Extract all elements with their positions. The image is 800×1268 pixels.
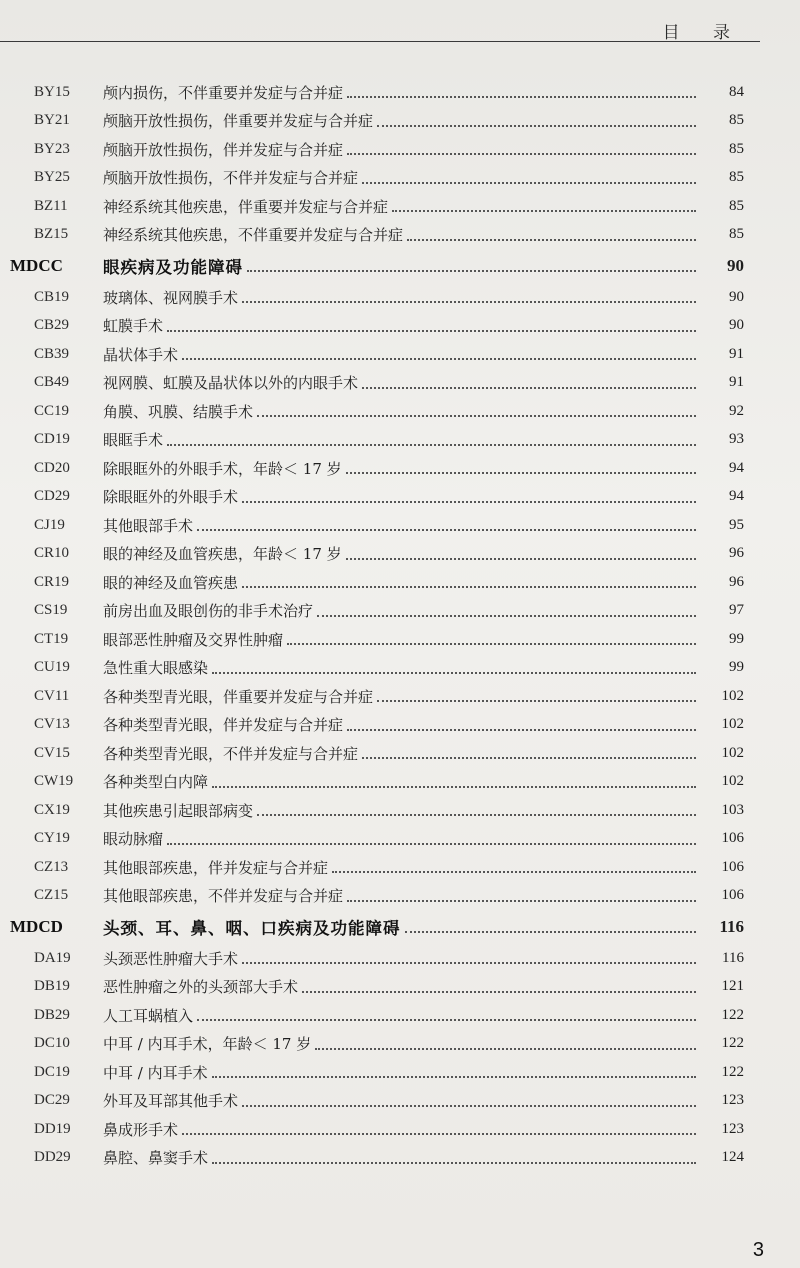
toc-entry-row <box>0 369 800 398</box>
entry-code: CZ13 <box>34 858 69 875</box>
dot-leader <box>347 900 696 902</box>
entry-code: CV13 <box>34 716 70 733</box>
entry-title: 其他疾患引起眼部病变 <box>103 801 254 820</box>
entry-page-number: 90 <box>729 317 744 334</box>
entry-title-wrap <box>103 315 702 336</box>
entry-page-number: 85 <box>729 169 744 186</box>
entry-title-wrap <box>103 885 702 906</box>
entry-code: MDCC <box>10 256 63 275</box>
entry-title: 恶性肿瘤之外的头颈部大手术 <box>103 978 299 997</box>
dot-leader <box>317 615 696 617</box>
toc-entry-row <box>0 340 800 369</box>
dot-leader <box>247 270 696 272</box>
toc-entry-row <box>0 973 800 1002</box>
entry-page-number: 116 <box>719 917 744 936</box>
dot-leader <box>287 643 696 645</box>
entry-code: CX19 <box>34 801 70 818</box>
dot-leader <box>347 96 696 98</box>
entry-page-number: 90 <box>729 288 744 305</box>
dot-leader <box>182 358 696 360</box>
toc-entry-row <box>0 1058 800 1087</box>
entry-code: CT19 <box>34 630 69 647</box>
entry-title: 视网膜、虹膜及晶状体以外的内眼手术 <box>103 374 359 393</box>
entry-page-number: 94 <box>729 459 744 476</box>
dot-leader <box>242 501 696 503</box>
entry-title-wrap <box>103 1033 702 1054</box>
entry-title: 前房出血及眼创伤的非手术治疗 <box>103 602 314 621</box>
entry-title: 神经系统其他疾患，伴重要并发症与合并症 <box>103 197 389 216</box>
entry-code: BZ15 <box>34 226 69 243</box>
toc-entry-row <box>0 739 800 768</box>
dot-leader <box>257 814 696 816</box>
toc-entry-row <box>0 1001 800 1030</box>
dot-leader <box>315 1048 696 1050</box>
dot-leader <box>377 700 696 702</box>
entry-title: 各种类型白内障 <box>103 773 209 792</box>
entry-code: CV11 <box>34 687 70 704</box>
dot-leader <box>362 182 696 184</box>
entry-code: CB49 <box>34 374 70 391</box>
entry-title-wrap <box>103 771 702 792</box>
entry-title: 神经系统其他疾患，不伴重要并发症与合并症 <box>103 226 404 245</box>
entry-title-wrap <box>103 1119 702 1140</box>
entry-title: 颅脑开放性损伤，伴并发症与合并症 <box>103 140 344 159</box>
entry-title-wrap <box>103 714 702 735</box>
header-rule <box>0 41 760 42</box>
entry-page-number: 102 <box>721 773 744 790</box>
entry-title-wrap <box>103 1147 702 1168</box>
entry-page-number: 85 <box>729 140 744 157</box>
entry-title-wrap <box>103 372 702 393</box>
entry-page-number: 99 <box>729 659 744 676</box>
toc-entry-row <box>0 568 800 597</box>
entry-title: 其他眼部疾患，不伴并发症与合并症 <box>103 887 344 906</box>
entry-title: 颅脑开放性损伤，不伴并发症与合并症 <box>103 169 359 188</box>
entry-title-wrap <box>103 429 702 450</box>
entry-page-number: 122 <box>721 1035 744 1052</box>
entry-page-number: 102 <box>721 744 744 761</box>
dot-leader <box>167 444 696 446</box>
entry-page-number: 121 <box>721 978 744 995</box>
toc-entry-row <box>0 397 800 426</box>
entry-page-number: 123 <box>721 1120 744 1137</box>
entry-title: 外耳及耳部其他手术 <box>103 1092 239 1111</box>
entry-title-wrap <box>103 1062 702 1083</box>
entry-page-number: 92 <box>729 402 744 419</box>
dot-leader <box>302 991 696 993</box>
entry-title-wrap <box>103 915 702 939</box>
entry-page-number: 85 <box>729 226 744 243</box>
toc-entry-row <box>0 625 800 654</box>
entry-title-wrap <box>103 110 702 131</box>
entry-title: 鼻成形手术 <box>103 1120 179 1139</box>
entry-code: CB29 <box>34 317 70 334</box>
toc-entry-row <box>0 597 800 626</box>
toc-entry-row <box>0 192 800 221</box>
entry-code: CU19 <box>34 659 70 676</box>
toc-entry-row <box>0 853 800 882</box>
toc-entry-row <box>0 107 800 136</box>
toc-entry-row <box>0 682 800 711</box>
toc-entry-row <box>0 654 800 683</box>
entry-code: BY15 <box>34 83 70 100</box>
dot-leader <box>362 757 696 759</box>
toc-entry-row <box>0 1030 800 1059</box>
entry-page-number: 116 <box>722 949 744 966</box>
entry-code: CD20 <box>34 459 70 476</box>
dot-leader <box>347 153 696 155</box>
dot-leader <box>377 125 696 127</box>
toc-entry-row <box>0 1144 800 1173</box>
toc-entry-row <box>0 825 800 854</box>
toc-entry-row <box>0 511 800 540</box>
entry-page-number: 123 <box>721 1092 744 1109</box>
entry-code: CB39 <box>34 345 70 362</box>
entry-code: DB19 <box>34 978 70 995</box>
toc-entry-row <box>0 221 800 250</box>
toc-entry-row <box>0 882 800 911</box>
entry-title-wrap <box>103 254 702 278</box>
toc-entry-row <box>0 164 800 193</box>
entry-code: CB19 <box>34 288 70 305</box>
entry-title-wrap <box>103 976 702 997</box>
entry-title: 头颈恶性肿瘤大手术 <box>103 949 239 968</box>
toc-entry-row <box>0 768 800 797</box>
dot-leader <box>197 1019 696 1021</box>
entry-title-wrap <box>103 857 702 878</box>
entry-title-wrap <box>103 629 702 650</box>
toc-entry-row <box>0 426 800 455</box>
running-header-title: 目 录 <box>662 23 744 43</box>
entry-title: 鼻腔、鼻窦手术 <box>103 1149 209 1168</box>
entry-title-wrap <box>103 948 702 969</box>
entry-page-number: 124 <box>721 1149 744 1166</box>
dot-leader <box>405 931 697 933</box>
entry-title-wrap <box>103 543 702 564</box>
entry-title-wrap <box>103 800 702 821</box>
toc-entry-row <box>0 711 800 740</box>
entry-page-number: 94 <box>729 488 744 505</box>
dot-leader <box>212 786 696 788</box>
dot-leader <box>242 586 696 588</box>
toc-entry-row <box>0 483 800 512</box>
entry-page-number: 122 <box>721 1006 744 1023</box>
toc-entry-row <box>0 1115 800 1144</box>
entry-title: 中耳 / 内耳手术 <box>103 1063 208 1082</box>
toc-entry-row <box>0 540 800 569</box>
entry-title: 眼疾病及功能障碍 <box>103 258 243 277</box>
entry-page-number: 85 <box>729 197 744 214</box>
entry-title: 眼部恶性肿瘤及交界性肿瘤 <box>103 630 284 649</box>
entry-title: 除眼眶外的外眼手术，年龄＜ 17 岁 <box>103 459 342 478</box>
dot-leader <box>212 672 696 674</box>
entry-code: DD29 <box>34 1149 71 1166</box>
toc-entry-row <box>0 454 800 483</box>
entry-title-wrap <box>103 196 702 217</box>
entry-title-wrap <box>103 1005 702 1026</box>
toc-section-row <box>0 249 800 283</box>
entry-title-wrap <box>103 486 702 507</box>
entry-code: CV15 <box>34 744 70 761</box>
entry-title: 虹膜手术 <box>103 317 164 336</box>
entry-title-wrap <box>103 600 702 621</box>
dot-leader <box>346 472 696 474</box>
dot-leader <box>242 962 696 964</box>
entry-title: 人工耳蜗植入 <box>103 1006 194 1025</box>
entry-code: CY19 <box>34 830 70 847</box>
entry-title: 各种类型青光眼，伴重要并发症与合并症 <box>103 687 374 706</box>
entry-title-wrap <box>103 572 702 593</box>
entry-code: DC19 <box>34 1063 70 1080</box>
entry-title-wrap <box>103 287 702 308</box>
entry-title: 急性重大眼感染 <box>103 659 209 678</box>
dot-leader <box>242 1105 696 1107</box>
entry-title-wrap <box>103 139 702 160</box>
entry-code: CR10 <box>34 545 70 562</box>
entry-code: CR19 <box>34 573 70 590</box>
table-of-contents <box>0 78 800 1172</box>
toc-entry-row <box>0 135 800 164</box>
dot-leader <box>362 387 696 389</box>
entry-code: CC19 <box>34 402 70 419</box>
entry-code: BY25 <box>34 169 70 186</box>
dot-leader <box>392 210 696 212</box>
dot-leader <box>332 871 696 873</box>
entry-title: 玻璃体、视网膜手术 <box>103 288 239 307</box>
entry-title-wrap <box>103 686 702 707</box>
dot-leader <box>167 330 696 332</box>
entry-title: 中耳 / 内耳手术，年龄＜ 17 岁 <box>103 1035 312 1054</box>
entry-page-number: 106 <box>721 830 744 847</box>
dot-leader <box>212 1162 696 1164</box>
entry-title: 眼的神经及血管疾患，年龄＜ 17 岁 <box>103 545 342 564</box>
entry-page-number: 91 <box>729 374 744 391</box>
dot-leader <box>257 415 696 417</box>
entry-title: 晶状体手术 <box>103 345 179 364</box>
entry-title: 头颈、耳、鼻、咽、口疾病及功能障碍 <box>103 919 401 938</box>
entry-title: 其他眼部疾患，伴并发症与合并症 <box>103 858 329 877</box>
entry-title: 角膜、巩膜、结膜手术 <box>103 402 254 421</box>
entry-page-number: 84 <box>729 83 744 100</box>
entry-code: CZ15 <box>34 887 69 904</box>
entry-title: 其他眼部手术 <box>103 516 194 535</box>
entry-page-number: 96 <box>729 545 744 562</box>
entry-page-number: 106 <box>721 858 744 875</box>
entry-page-number: 103 <box>721 801 744 818</box>
entry-code: BZ11 <box>34 197 68 214</box>
dot-leader <box>346 558 696 560</box>
entry-page-number: 97 <box>729 602 744 619</box>
entry-code: DB29 <box>34 1006 70 1023</box>
dot-leader <box>167 843 696 845</box>
entry-title-wrap <box>103 515 702 536</box>
entry-title-wrap <box>103 458 702 479</box>
entry-title-wrap <box>103 657 702 678</box>
entry-page-number: 95 <box>729 516 744 533</box>
toc-entry-row <box>0 1087 800 1116</box>
entry-title-wrap <box>103 82 702 103</box>
entry-page-number: 90 <box>727 256 744 275</box>
entry-code: DC10 <box>34 1035 70 1052</box>
entry-title: 各种类型青光眼，伴并发症与合并症 <box>103 716 344 735</box>
entry-code: CD29 <box>34 488 70 505</box>
toc-entry-row <box>0 283 800 312</box>
entry-title: 除眼眶外的外眼手术 <box>103 488 239 507</box>
entry-code: CJ19 <box>34 516 65 533</box>
entry-title: 眼动脉瘤 <box>103 830 164 849</box>
entry-title-wrap <box>103 344 702 365</box>
entry-title-wrap <box>103 167 702 188</box>
entry-page-number: 93 <box>729 431 744 448</box>
entry-code: CD19 <box>34 431 70 448</box>
entry-title-wrap <box>103 828 702 849</box>
entry-code: CS19 <box>34 602 68 619</box>
entry-code: BY23 <box>34 140 70 157</box>
entry-page-number: 102 <box>721 716 744 733</box>
dot-leader <box>212 1076 696 1078</box>
dot-leader <box>242 301 696 303</box>
toc-entry-row <box>0 944 800 973</box>
entry-title-wrap <box>103 1090 702 1111</box>
entry-title-wrap <box>103 743 702 764</box>
entry-title-wrap <box>103 224 702 245</box>
entry-page-number: 99 <box>729 630 744 647</box>
toc-entry-row <box>0 78 800 107</box>
entry-page-number: 122 <box>721 1063 744 1080</box>
entry-page-number: 106 <box>721 887 744 904</box>
entry-title-wrap <box>103 401 702 422</box>
entry-title: 颅脑开放性损伤，伴重要并发症与合并症 <box>103 112 374 131</box>
dot-leader <box>407 239 696 241</box>
dot-leader <box>197 529 696 531</box>
entry-page-number: 91 <box>729 345 744 362</box>
entry-code: MDCD <box>10 917 63 936</box>
page-number: 3 <box>752 1239 764 1261</box>
entry-code: DC29 <box>34 1092 70 1109</box>
dot-leader <box>182 1133 696 1135</box>
entry-page-number: 96 <box>729 573 744 590</box>
entry-title: 颅内损伤，不伴重要并发症与合并症 <box>103 83 344 102</box>
entry-page-number: 85 <box>729 112 744 129</box>
dot-leader <box>347 729 696 731</box>
entry-code: DA19 <box>34 949 71 966</box>
entry-title: 各种类型青光眼，不伴并发症与合并症 <box>103 744 359 763</box>
entry-code: DD19 <box>34 1120 71 1137</box>
toc-entry-row <box>0 796 800 825</box>
toc-entry-row <box>0 312 800 341</box>
entry-title: 眼的神经及血管疾患 <box>103 573 239 592</box>
entry-page-number: 102 <box>721 687 744 704</box>
entry-code: BY21 <box>34 112 70 129</box>
toc-section-row <box>0 910 800 944</box>
entry-code: CW19 <box>34 773 74 790</box>
entry-title: 眼眶手术 <box>103 431 164 450</box>
